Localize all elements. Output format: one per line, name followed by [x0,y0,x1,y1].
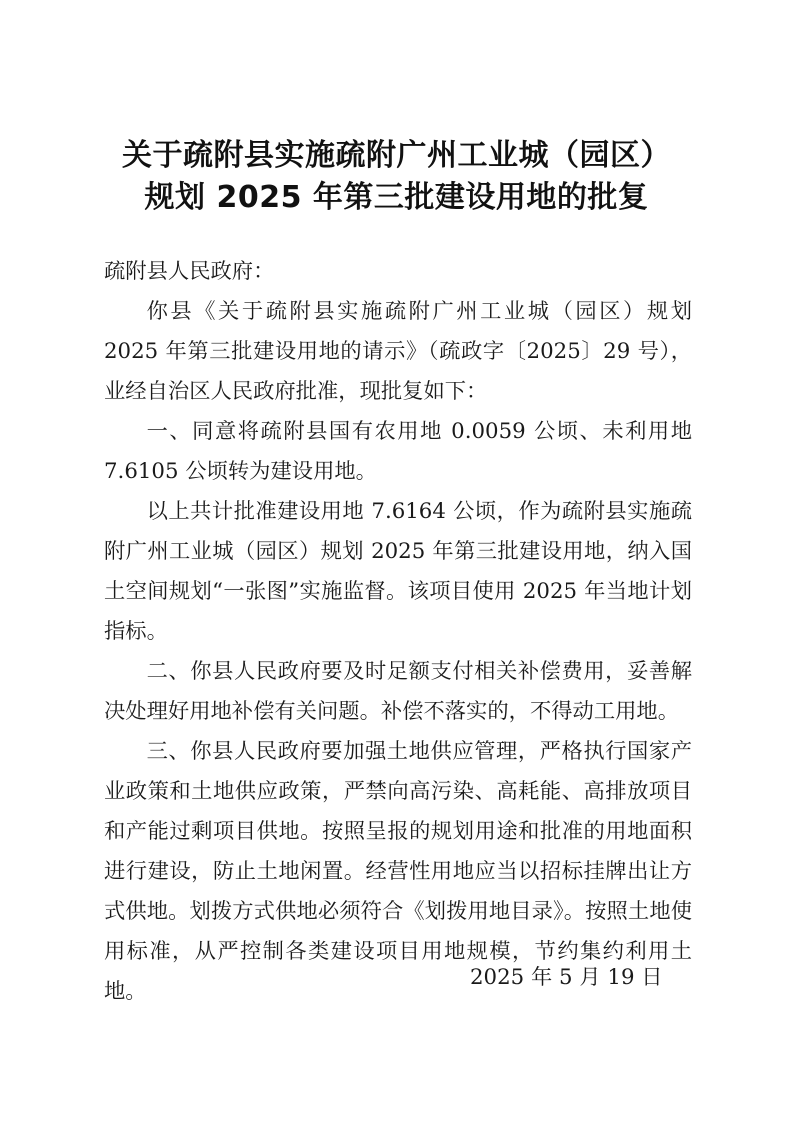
document-title-line-2: 规划 2025 年第三批建设用地的批复 [144,180,649,215]
paragraph-item-two: 二、你县人民政府要及时足额支付相关补偿费用，妥善解决处理好用地补偿有关问题。补偿不落实的，不得动工用地。 [104,659,692,724]
paragraph-item-one: 一、同意将疏附县国有农用地 0.0059 公顷、未利用地 7.6105 公顷转为建设用地。 [104,419,692,484]
document-date: 2025 年 5 月 19 日 [470,965,663,990]
paragraph-total-approval: 以上共计批准建设用地 7.6164 公顷，作为疏附县实施疏附广州工业城（园区）规划 2025 年第三批建设用地，纳入国土空间规划“一张图”实施监督。该项目使用 2025 年当地计划指标。 [104,499,692,644]
addressee: 疏附县人民政府： [104,259,275,284]
document-title-line-1: 关于疏附县实施疏附广州工业城（园区） [122,138,671,173]
paragraph-request: 你县《关于疏附县实施疏附广州工业城（园区）规划 2025 年第三批建设用地的请示》（疏政字〔2025〕29 号），业经自治区人民政府批准，现批复如下： [104,299,692,404]
document-body [104,252,692,1012]
paragraph-item-three: 三、你县人民政府要加强土地供应管理，严格执行国家产业政策和土地供应政策，严禁向高污染、高耗能、高排放项目和产能过剩项目供地。按照呈报的规划用途和批准的用地面积进行建设，防止土地闲置。经营性用地应当以招标挂牌出让方式供地。划拨方式供地必须符合《划拨用地目录》。按照土地使用标准，从严控制各类建设项目用地规模，节约集约利用土地。 [104,739,692,1004]
